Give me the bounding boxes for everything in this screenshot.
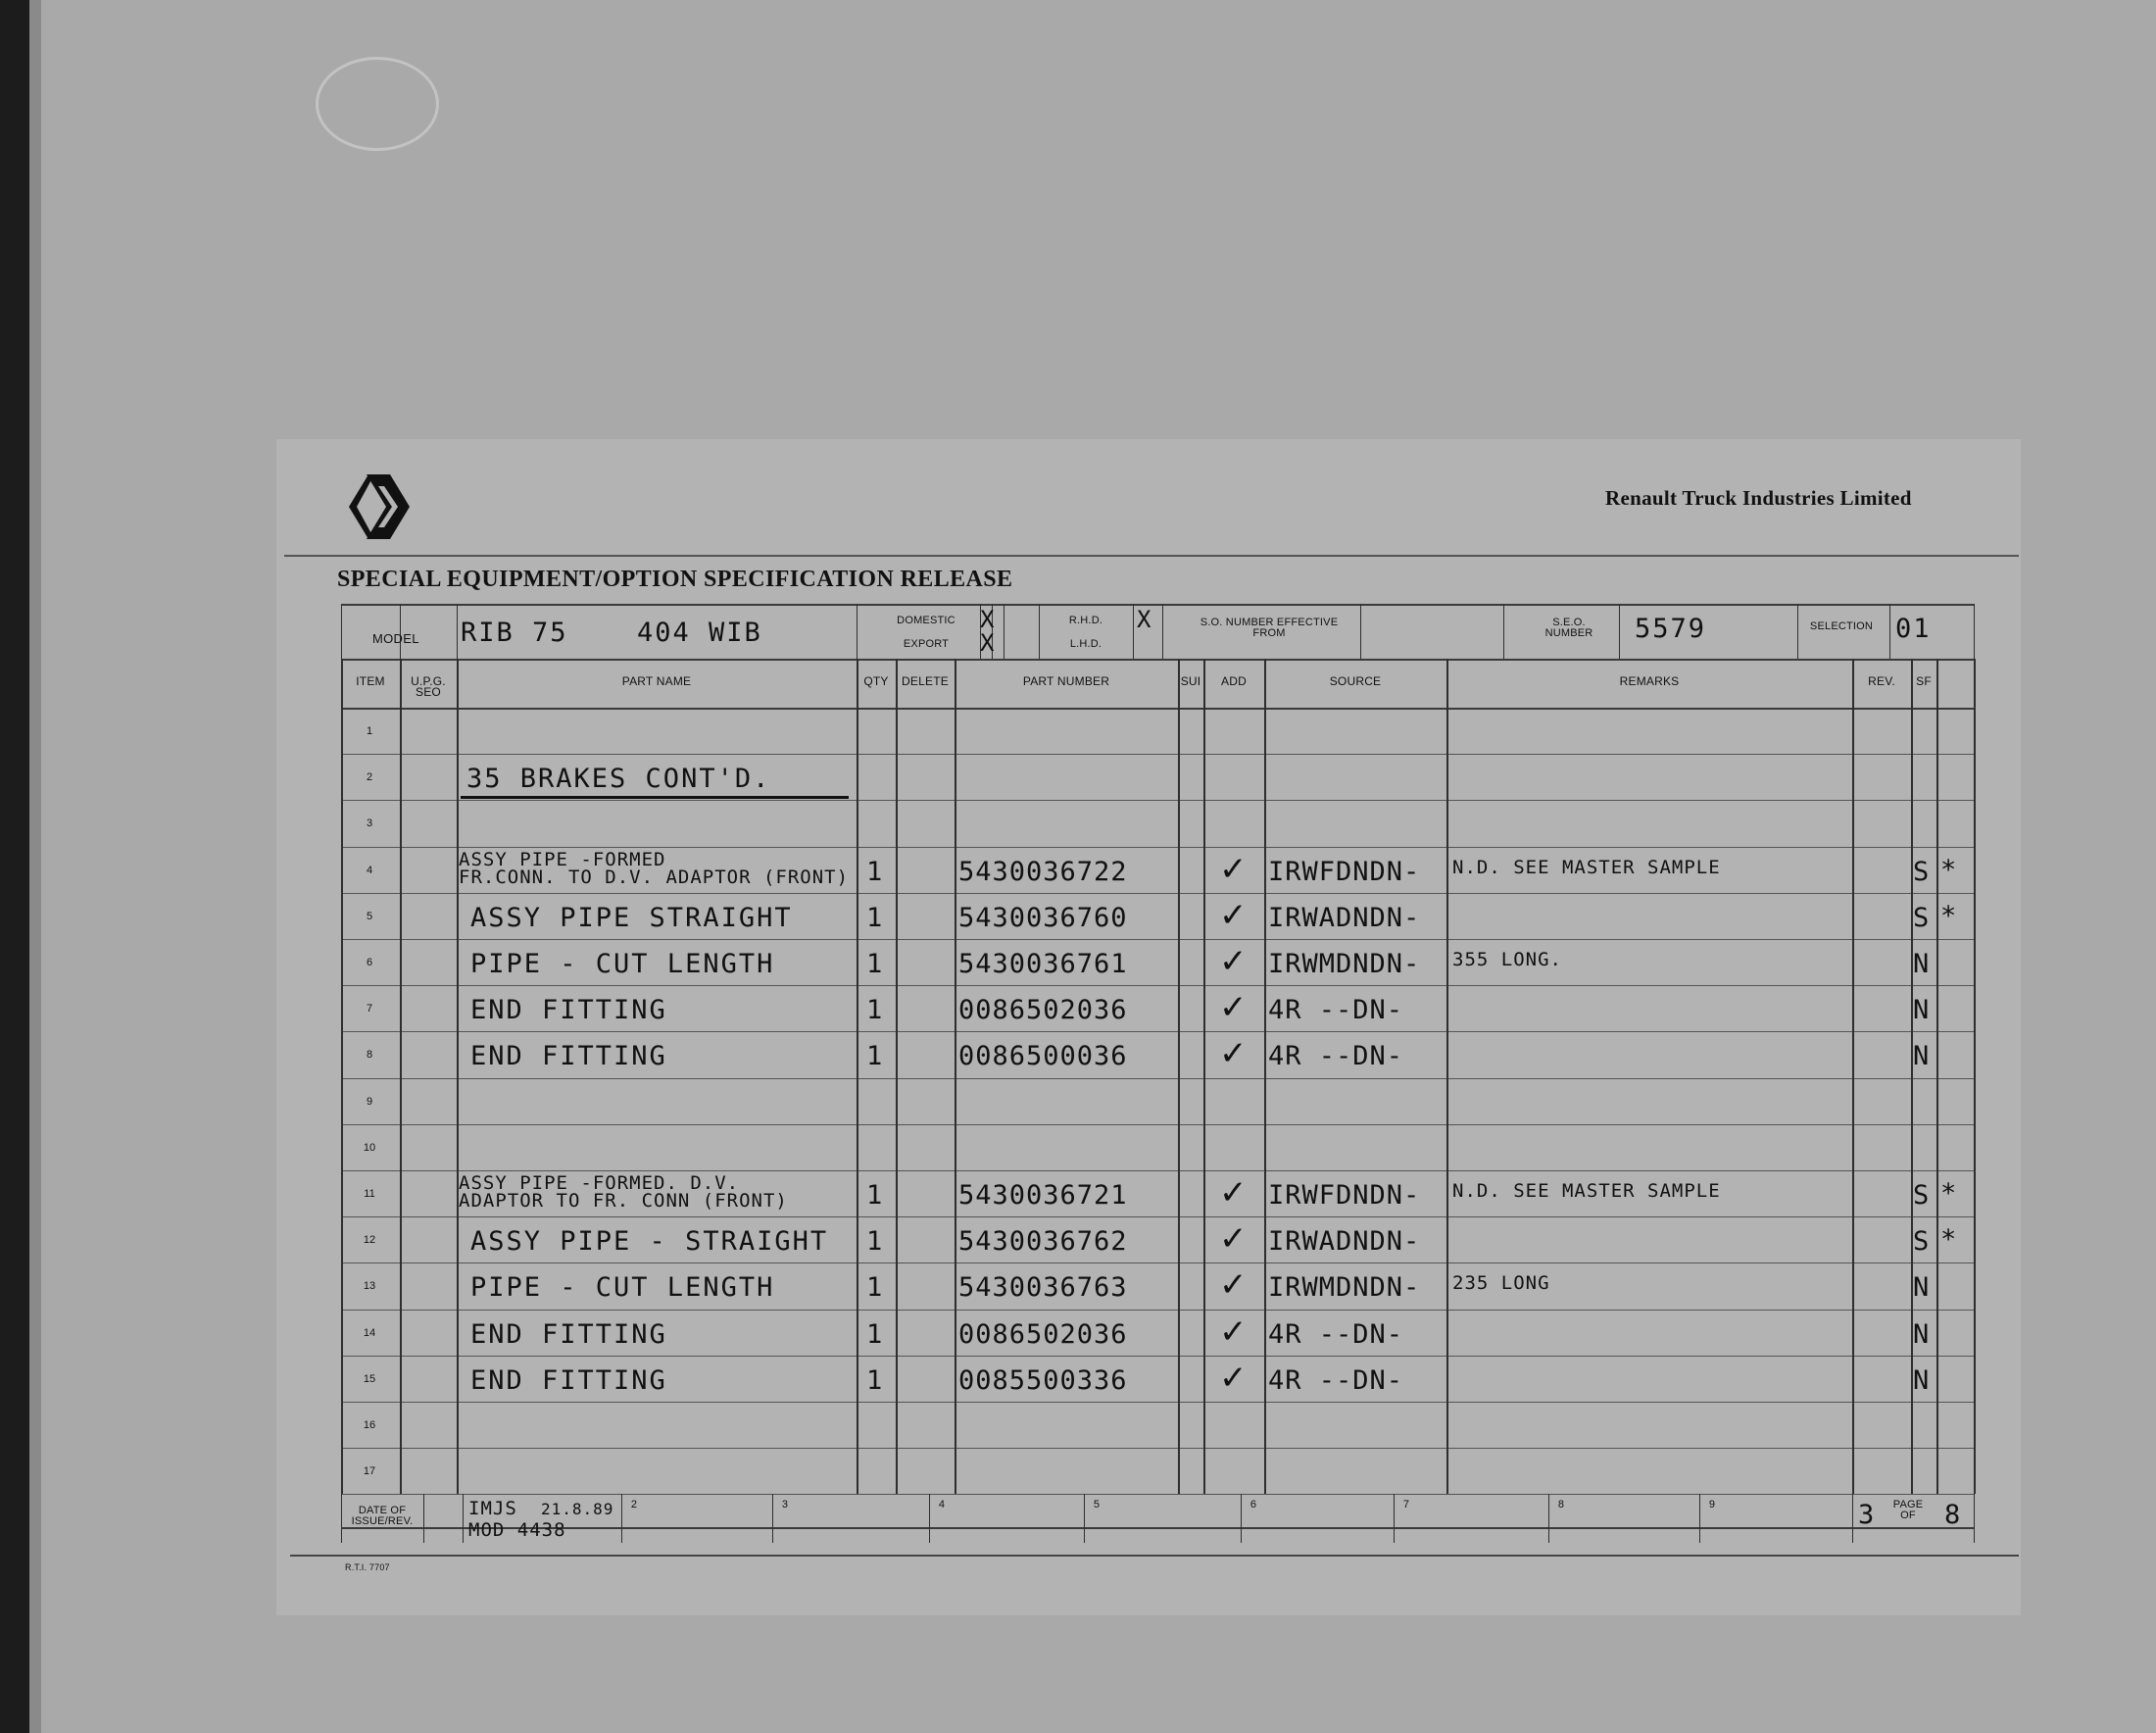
- header-rule-v: [341, 604, 342, 659]
- qty-value: 1: [866, 903, 885, 933]
- row-rule: [341, 1216, 1974, 1217]
- page-total: 8: [1944, 1500, 1963, 1530]
- wib-value: 404 WIB: [637, 618, 762, 648]
- column-rule: [1936, 659, 1938, 1494]
- source-value: IRWADNDN-: [1268, 903, 1421, 933]
- remarks-value: 235 LONG: [1452, 1272, 1550, 1294]
- heading-underline: [461, 796, 849, 799]
- source-value: 4R --DN-: [1268, 1365, 1404, 1396]
- star-mark: *: [1940, 855, 1957, 885]
- sf-value: N: [1913, 995, 1930, 1025]
- part-number-value: 5430036722: [958, 857, 1128, 887]
- qty-value: 1: [866, 1180, 885, 1211]
- row-number: 17: [363, 1465, 376, 1477]
- remarks-value: N.D. SEE MASTER SAMPLE: [1452, 857, 1721, 878]
- seo-number-value: 5579: [1635, 614, 1707, 644]
- part-name: END FITTING: [470, 1365, 667, 1396]
- export-mark: X: [980, 629, 997, 657]
- column-rule: [955, 659, 956, 1494]
- revision-slot-number: 7: [1402, 1499, 1410, 1510]
- part-name: 35 BRAKES CONT'D.: [466, 764, 771, 794]
- revision-slot-number: 6: [1250, 1499, 1257, 1510]
- footer-rule-v: [1394, 1494, 1395, 1543]
- header-rule-v: [1619, 604, 1620, 659]
- footer-rule-v: [463, 1494, 464, 1543]
- column-rule: [1974, 659, 1976, 1494]
- part-number-value: 5430036762: [958, 1226, 1128, 1257]
- header-rule-v: [457, 604, 458, 659]
- row-number: 7: [366, 1003, 373, 1015]
- footer-rule-v: [929, 1494, 930, 1543]
- revision-slot-number: 3: [781, 1499, 789, 1510]
- row-number: 4: [366, 865, 373, 876]
- row-number: 1: [366, 725, 373, 737]
- part-number-value: 0086500036: [958, 1041, 1128, 1071]
- part-number-value: 5430036760: [958, 903, 1128, 933]
- add-check-mark: ✓: [1219, 1173, 1248, 1213]
- part-name: ASSY PIPE - STRAIGHT: [470, 1226, 829, 1257]
- header-rule-v: [1974, 604, 1975, 659]
- remarks-value: 355 LONG.: [1452, 949, 1562, 970]
- form-title: SPECIAL EQUIPMENT/OPTION SPECIFICATION RELEASE: [337, 567, 1013, 592]
- qty-value: 1: [866, 1226, 885, 1257]
- part-name: PIPE - CUT LENGTH: [470, 949, 775, 979]
- source-value: IRWMDNDN-: [1268, 949, 1421, 979]
- footer-rule-v: [423, 1494, 424, 1543]
- add-check-mark: ✓: [1219, 1265, 1248, 1305]
- table-top-rule: [341, 604, 1974, 606]
- column-rule: [457, 659, 459, 1494]
- star-mark: *: [1940, 1224, 1957, 1255]
- add-check-mark: ✓: [1219, 1359, 1248, 1398]
- part-number-value: 5430036761: [958, 949, 1128, 979]
- row-number: 15: [363, 1373, 376, 1385]
- sf-value: S: [1913, 903, 1930, 933]
- column-rule: [1264, 659, 1266, 1494]
- qty-value: 1: [866, 1041, 885, 1071]
- qty-value: 1: [866, 1319, 885, 1350]
- add-check-mark: ✓: [1219, 850, 1248, 889]
- header-rule-v: [1162, 604, 1163, 659]
- export-label: EXPORT: [903, 638, 950, 650]
- table-bottom-rule: [290, 1555, 2019, 1557]
- part-name-line1: ASSY PIPE -FORMED. D.V.: [459, 1172, 740, 1194]
- model-label: MODEL: [372, 631, 419, 646]
- renault-logo-icon: [345, 472, 414, 541]
- column-rule: [400, 659, 402, 1494]
- footer-rule: [341, 1527, 1974, 1529]
- part-number-value: 0086502036: [958, 995, 1128, 1025]
- row-rule: [341, 1448, 1974, 1449]
- row-rule: [341, 1031, 1974, 1032]
- row-rule: [341, 985, 1974, 986]
- lhd-label: L.H.D.: [1069, 638, 1102, 650]
- scan-edge-shadow: [29, 0, 41, 1733]
- revision-slot-number: 5: [1093, 1499, 1101, 1510]
- add-check-mark: ✓: [1219, 942, 1248, 981]
- qty-value: 1: [866, 1365, 885, 1396]
- sf-value: S: [1913, 1226, 1930, 1257]
- row-number: 5: [366, 911, 373, 922]
- embossed-stamp: [316, 57, 439, 151]
- source-value: 4R --DN-: [1268, 995, 1404, 1025]
- source-value: IRWFDNDN-: [1268, 857, 1421, 887]
- add-check-mark: ✓: [1219, 988, 1248, 1027]
- source-value: 4R --DN-: [1268, 1319, 1404, 1350]
- header-rule-v: [857, 604, 858, 659]
- qty-value: 1: [866, 949, 885, 979]
- part-name-line2: ADAPTOR TO FR. CONN (FRONT): [459, 1190, 788, 1212]
- footer-rule-v: [1974, 1494, 1975, 1543]
- remarks-col-head: REMARKS: [1619, 674, 1680, 688]
- revision-slot-number: 2: [630, 1499, 638, 1510]
- part-name: PIPE - CUT LENGTH: [470, 1272, 775, 1303]
- column-head-rule: [341, 708, 1974, 710]
- part-number-col-head: PART NUMBER: [1022, 674, 1110, 688]
- sf-value: N: [1913, 1365, 1930, 1396]
- add-check-mark: ✓: [1219, 1219, 1248, 1259]
- footer-rule-v: [621, 1494, 622, 1543]
- row-number: 14: [363, 1327, 376, 1339]
- column-rule: [1446, 659, 1448, 1494]
- add-check-mark: ✓: [1219, 1312, 1248, 1352]
- revision-slot-number: 8: [1557, 1499, 1565, 1510]
- sf-value: N: [1913, 949, 1930, 979]
- row-rule: [341, 1356, 1974, 1357]
- sf-value: N: [1913, 1041, 1930, 1071]
- form-code: R.T.I. 7707: [345, 1562, 390, 1572]
- row-number: 3: [366, 817, 373, 829]
- row-number: 6: [366, 957, 373, 968]
- source-value: IRWMDNDN-: [1268, 1272, 1421, 1303]
- seo-number-label: S.E.O. NUMBER: [1544, 617, 1593, 639]
- rhd-mark: X: [1137, 606, 1153, 633]
- row-number: 16: [363, 1419, 376, 1431]
- row-number: 11: [364, 1188, 375, 1200]
- row-rule: [341, 893, 1974, 894]
- row-number: 10: [363, 1142, 376, 1154]
- delete-col-head: DELETE: [902, 674, 949, 688]
- row-rule: [341, 1402, 1974, 1403]
- rev-col-head: REV.: [1868, 674, 1895, 688]
- source-value: 4R --DN-: [1268, 1041, 1404, 1071]
- header-rule-v: [1133, 604, 1134, 659]
- scan-edge: [0, 0, 29, 1733]
- part-number-value: 5430036763: [958, 1272, 1128, 1303]
- domestic-mark: X: [980, 606, 997, 633]
- part-name: END FITTING: [470, 1041, 667, 1071]
- page-number: 3: [1858, 1500, 1877, 1530]
- source-col-head: SOURCE: [1329, 674, 1382, 688]
- add-check-mark: ✓: [1219, 1034, 1248, 1073]
- revision-slot-number: 4: [938, 1499, 946, 1510]
- row-number: 8: [366, 1049, 373, 1061]
- row-rule: [341, 1494, 1974, 1495]
- column-rule: [857, 659, 858, 1494]
- add-check-mark: ✓: [1219, 896, 1248, 935]
- issue-date: 21.8.89: [541, 1500, 614, 1518]
- star-mark: *: [1940, 1178, 1957, 1209]
- add-col-head: ADD: [1221, 674, 1247, 688]
- row-rule: [341, 1170, 1974, 1171]
- column-rule: [896, 659, 898, 1494]
- upg-col-head: U.P.G. SEO: [411, 674, 446, 699]
- footer-rule-v: [341, 1494, 342, 1543]
- row-number: 2: [366, 771, 373, 783]
- qty-value: 1: [866, 857, 885, 887]
- date-of-issue-label: DATE OF ISSUE/REV.: [351, 1505, 414, 1527]
- footer-rule-v: [1084, 1494, 1085, 1543]
- page-of-label: PAGE OF: [1892, 1499, 1924, 1521]
- header-rule-v: [1889, 604, 1890, 659]
- selection-label: SELECTION: [1809, 620, 1874, 632]
- part-number-value: 5430036721: [958, 1180, 1128, 1211]
- row-number: 13: [363, 1280, 376, 1292]
- header-rule-lower: [341, 659, 1974, 661]
- mod-number: MOD 4438: [468, 1519, 566, 1541]
- rhd-label: R.H.D.: [1068, 615, 1103, 626]
- row-rule: [341, 1078, 1974, 1079]
- column-rule: [1203, 659, 1205, 1494]
- row-rule: [341, 939, 1974, 940]
- model-value: RIB 75: [461, 618, 568, 648]
- row-rule: [341, 1310, 1974, 1311]
- footer-rule-v: [1699, 1494, 1700, 1543]
- sui-col-head: SUI: [1180, 674, 1201, 688]
- part-number-value: 0085500336: [958, 1365, 1128, 1396]
- remarks-value: N.D. SEE MASTER SAMPLE: [1452, 1180, 1721, 1202]
- row-rule: [341, 800, 1974, 801]
- footer-rule-v: [1548, 1494, 1549, 1543]
- qty-col-head: QTY: [863, 674, 889, 688]
- company-name: Renault Truck Industries Limited: [1605, 486, 1912, 510]
- sf-value: N: [1913, 1272, 1930, 1303]
- star-mark: *: [1940, 901, 1957, 931]
- part-name: ASSY PIPE STRAIGHT: [470, 903, 793, 933]
- footer-rule-v: [1852, 1494, 1853, 1543]
- column-rule: [1852, 659, 1854, 1494]
- part-name-line2: FR.CONN. TO D.V. ADAPTOR (FRONT): [459, 866, 850, 888]
- header-rule-v: [1503, 604, 1504, 659]
- row-number: 12: [363, 1234, 376, 1246]
- qty-value: 1: [866, 995, 885, 1025]
- row-number: 9: [366, 1096, 373, 1108]
- part-name-line1: ASSY PIPE -FORMED: [459, 849, 666, 870]
- so-number-label: S.O. NUMBER EFFECTIVE FROM: [1200, 617, 1339, 639]
- sf-value: N: [1913, 1319, 1930, 1350]
- part-name: END FITTING: [470, 995, 667, 1025]
- header-rule-v: [1360, 604, 1361, 659]
- part-name: END FITTING: [470, 1319, 667, 1350]
- part-number-value: 0086502036: [958, 1319, 1128, 1350]
- sf-col-head: SF: [1916, 674, 1932, 688]
- selection-value: 01: [1895, 614, 1932, 644]
- issue-initials: IMJS: [468, 1498, 517, 1519]
- header-rule-v: [1039, 604, 1040, 659]
- qty-value: 1: [866, 1272, 885, 1303]
- domestic-label: DOMESTIC: [897, 615, 956, 626]
- revision-slot-number: 9: [1708, 1499, 1716, 1510]
- source-value: IRWADNDN-: [1268, 1226, 1421, 1257]
- footer-rule-v: [1241, 1494, 1242, 1543]
- footer-rule-v: [772, 1494, 773, 1543]
- part-name-col-head: PART NAME: [621, 674, 692, 688]
- sf-value: S: [1913, 857, 1930, 887]
- row-rule: [341, 1124, 1974, 1125]
- sf-value: S: [1913, 1180, 1930, 1211]
- row-rule: [341, 754, 1974, 755]
- column-rule: [1178, 659, 1180, 1494]
- header-rule: [284, 555, 2019, 557]
- column-rule: [341, 659, 343, 1494]
- row-rule: [341, 847, 1974, 848]
- source-value: IRWFDNDN-: [1268, 1180, 1421, 1211]
- item-col-head: ITEM: [356, 674, 385, 688]
